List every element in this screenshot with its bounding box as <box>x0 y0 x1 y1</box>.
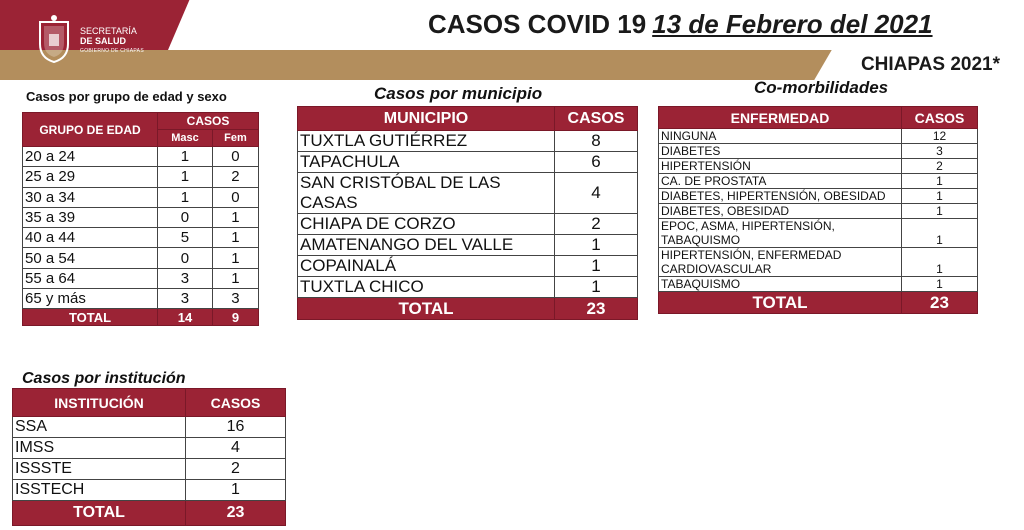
comorbidities-rows <box>659 129 978 292</box>
table-row <box>659 159 978 174</box>
cell-female: 2 <box>212 167 258 187</box>
cell-cases: 1 <box>902 248 978 277</box>
cell-female: 0 <box>212 147 258 167</box>
cell-cases: 1 <box>555 256 638 277</box>
col-institution-header: INSTITUCIÓN <box>13 389 186 417</box>
cell-name: TUXTLA GUTIÉRREZ <box>298 131 555 152</box>
cell-male: 1 <box>158 147 213 167</box>
col-group-header: GRUPO DE EDAD <box>23 113 158 147</box>
cell-cases: 8 <box>555 131 638 152</box>
total-label: TOTAL <box>298 298 555 320</box>
table-row <box>298 277 638 298</box>
cell-cases: 1 <box>902 277 978 292</box>
cell-group: 40 a 44 <box>23 228 158 248</box>
report-date: 13 de Febrero del 2021 <box>652 9 933 39</box>
cell-male: 3 <box>158 289 213 309</box>
age-sex-title: Casos por grupo de edad y sexo <box>26 89 227 104</box>
total-label: TOTAL <box>23 309 158 326</box>
total-row <box>23 309 259 326</box>
table-row <box>23 167 259 187</box>
cell-cases: 4 <box>186 438 286 459</box>
cell-name: CA. DE PROSTATA <box>659 174 902 189</box>
ministry-logo-text <box>80 27 144 54</box>
cell-cases: 2 <box>555 214 638 235</box>
table-row <box>659 219 978 248</box>
cell-female: 1 <box>212 228 258 248</box>
total-female: 9 <box>212 309 258 326</box>
total-value: 23 <box>902 292 978 314</box>
table-row <box>659 248 978 277</box>
institution-rows <box>13 417 286 501</box>
comorbidities-title: Co-morbilidades <box>754 78 889 97</box>
cell-female: 1 <box>212 207 258 227</box>
total-row <box>298 298 638 320</box>
total-row <box>659 292 978 314</box>
table-row <box>659 277 978 292</box>
cell-name: EPOC, ASMA, HIPERTENSIÓN, TABAQUISMO <box>659 219 902 248</box>
cell-group: 65 y más <box>23 289 158 309</box>
col-female-header: Fem <box>212 130 258 147</box>
cell-cases: 6 <box>555 152 638 173</box>
table-row <box>659 174 978 189</box>
cell-name: DIABETES, HIPERTENSIÓN, OBESIDAD <box>659 189 902 204</box>
table-row <box>298 173 638 214</box>
col-cases-header: CASOS <box>186 389 286 417</box>
cell-group: 35 a 39 <box>23 207 158 227</box>
page-title <box>428 9 933 40</box>
cell-name: HIPERTENSIÓN <box>659 159 902 174</box>
total-value: 23 <box>555 298 638 320</box>
cell-group: 25 a 29 <box>23 167 158 187</box>
government-seal-icon <box>34 14 74 64</box>
cell-cases: 1 <box>186 480 286 501</box>
municipality-rows <box>298 131 638 298</box>
col-cases-header: CASOS <box>902 107 978 129</box>
table-row <box>13 417 286 438</box>
institution-title: Casos por institución <box>22 370 186 387</box>
table-row <box>298 235 638 256</box>
table-row <box>298 131 638 152</box>
cell-group: 20 a 24 <box>23 147 158 167</box>
table-row <box>659 129 978 144</box>
col-disease-header: ENFERMEDAD <box>659 107 902 129</box>
cell-cases: 1 <box>902 219 978 248</box>
cell-cases: 1 <box>555 235 638 256</box>
cell-name: AMATENANGO DEL VALLE <box>298 235 555 256</box>
table-row <box>23 248 259 268</box>
institution-table <box>12 388 286 526</box>
cell-name: NINGUNA <box>659 129 902 144</box>
cell-name: TABAQUISMO <box>659 277 902 292</box>
cell-name: HIPERTENSIÓN, ENFERMEDAD CARDIOVASCULAR <box>659 248 902 277</box>
table-row <box>298 152 638 173</box>
cell-cases: 1 <box>555 277 638 298</box>
col-cases-header: CASOS <box>555 107 638 131</box>
municipality-table <box>297 106 638 320</box>
cell-female: 1 <box>212 248 258 268</box>
region-label: CHIAPAS 2021* <box>860 54 1000 75</box>
age-sex-rows <box>23 147 259 309</box>
cell-name: ISSTECH <box>13 480 186 501</box>
table-row <box>659 189 978 204</box>
cell-female: 3 <box>212 289 258 309</box>
cell-cases: 4 <box>555 173 638 214</box>
table-row <box>13 459 286 480</box>
cell-name: CHIAPA DE CORZO <box>298 214 555 235</box>
cell-name: IMSS <box>13 438 186 459</box>
cell-female: 0 <box>212 187 258 207</box>
title-text: CASOS COVID 19 <box>428 9 647 39</box>
cell-cases: 2 <box>902 159 978 174</box>
total-value: 23 <box>186 501 286 526</box>
cell-cases: 1 <box>902 204 978 219</box>
total-male: 14 <box>158 309 213 326</box>
cell-cases: 1 <box>902 174 978 189</box>
table-row <box>23 207 259 227</box>
cell-name: TAPACHULA <box>298 152 555 173</box>
total-row <box>13 501 286 526</box>
table-row <box>13 438 286 459</box>
age-sex-table <box>22 112 259 326</box>
cell-group: 55 a 64 <box>23 268 158 288</box>
logo-line-3: GOBIERNO DE CHIAPAS <box>80 47 144 54</box>
cell-female: 1 <box>212 268 258 288</box>
col-cases-header: CASOS <box>158 113 259 130</box>
table-row <box>659 204 978 219</box>
cell-cases: 2 <box>186 459 286 480</box>
cell-male: 3 <box>158 268 213 288</box>
cell-name: ISSSTE <box>13 459 186 480</box>
table-row <box>659 144 978 159</box>
cell-group: 50 a 54 <box>23 248 158 268</box>
table-row <box>23 187 259 207</box>
cell-group: 30 a 34 <box>23 187 158 207</box>
cell-name: SSA <box>13 417 186 438</box>
logo-line-1: SECRETARÍA <box>80 26 137 36</box>
cell-cases: 16 <box>186 417 286 438</box>
cell-male: 5 <box>158 228 213 248</box>
cell-male: 1 <box>158 187 213 207</box>
col-male-header: Masc <box>158 130 213 147</box>
col-municipality-header: MUNICIPIO <box>298 107 555 131</box>
table-row <box>298 256 638 277</box>
table-row <box>23 268 259 288</box>
logo-line-2: DE SALUD <box>80 35 127 46</box>
municipality-title: Casos por municipio <box>374 84 543 103</box>
cell-name: DIABETES, OBESIDAD <box>659 204 902 219</box>
total-label: TOTAL <box>13 501 186 526</box>
cell-cases: 3 <box>902 144 978 159</box>
table-row <box>23 147 259 167</box>
comorbidities-table <box>658 106 978 314</box>
cell-name: COPAINALÁ <box>298 256 555 277</box>
cell-male: 0 <box>158 207 213 227</box>
total-label: TOTAL <box>659 292 902 314</box>
table-row <box>23 289 259 309</box>
cell-cases: 12 <box>902 129 978 144</box>
table-row <box>298 214 638 235</box>
cell-male: 1 <box>158 167 213 187</box>
cell-cases: 1 <box>902 189 978 204</box>
cell-name: TUXTLA CHICO <box>298 277 555 298</box>
cell-name: SAN CRISTÓBAL DE LAS CASAS <box>298 173 555 214</box>
cell-name: DIABETES <box>659 144 902 159</box>
cell-male: 0 <box>158 248 213 268</box>
table-row <box>13 480 286 501</box>
table-row <box>23 228 259 248</box>
